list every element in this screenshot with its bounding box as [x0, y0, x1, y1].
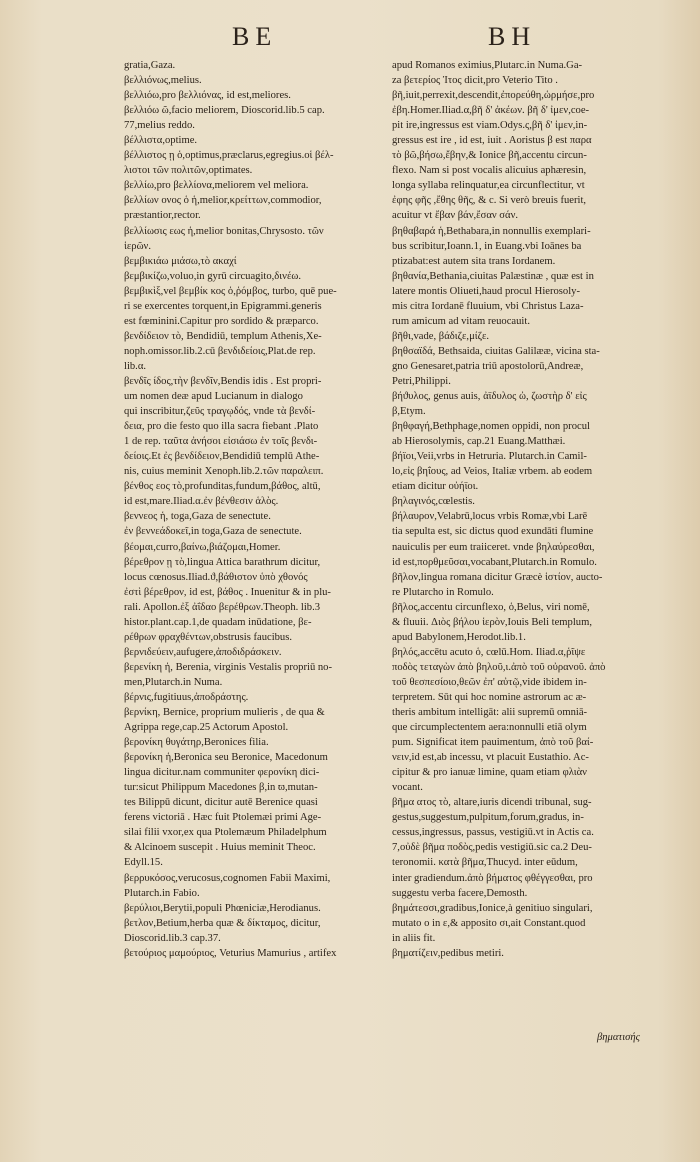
text-line: etiam dicitur οὐήϊοι.	[392, 481, 479, 493]
text-line: Plutarch.in Fabio.	[124, 887, 200, 899]
text-line: 1 de rep. ταῦτα ἀνήσοι εἰσιάσω ἐν τοῖς βενδι-	[124, 436, 318, 448]
text-line: rali. Apollon.ἐξ ἀΐδαο βερέθρων.Theoph. lib.3	[124, 601, 321, 613]
text-line: ἐστὶ βέρεθρον, id est, βάθος . Inuenitur & in plu-	[124, 586, 331, 598]
text-line: βέρνις,fugitiuus,ἀποδράστης.	[124, 691, 249, 703]
text-line: βελλίωσις εως ἡ,melior bonitas,Chrysosto. τῶν	[124, 225, 324, 237]
text-line: βηθανία,Bethania,ciuitas Palæstinæ , quæ est in	[392, 270, 594, 282]
text-line: βηθαβαρά ἡ,Bethabara,in nonnullis exemplari-	[392, 225, 591, 237]
text-line: nauiculis per eum traiiceret. vnde βηλαύρεσθαι,	[392, 541, 595, 553]
text-line: βελλίων ονος ὁ ἡ,melior,κρείττων,commodior,	[124, 195, 322, 207]
text-line: βερρυκόσος,verucosus,cognomen Fabii Maximi,	[124, 872, 331, 884]
text-line: βετούριος μαμούριος, Veturius Mamurius , artifex	[124, 947, 337, 959]
text-line: βερονίκη ἡ,Beronica seu Beronice, Macedonum	[124, 752, 328, 764]
text-line: mutato o in ε,& apposito σι,ait Constant.quod	[392, 917, 586, 929]
text-line: silai filii vxor,ex qua Ptolemæum Philadelphum	[124, 827, 327, 839]
text-line: Petri,Philippi.	[392, 375, 451, 387]
text-line: inter gradiendum.ἀπὸ βήματος φθέγγεσθαι, pro	[392, 872, 593, 884]
text-line: ptizabat:est autem sita trans Iordanem.	[392, 255, 556, 267]
text-line: flexo. Nam si post vocalis alicuius aphæresin,	[392, 165, 587, 177]
text-line: βηλαγινός,cœlestis.	[392, 496, 475, 508]
text-line: que circumplectentem aera:nonnulli etiā olym	[392, 722, 587, 734]
text-line: βέλλιστος ῃ ὁ,optimus,præclarus,egregius.οἱ βέλ-	[124, 150, 334, 162]
text-line: acuitur vt ἔβαν βάν,ἔσαν σάν.	[392, 210, 519, 222]
text-line: 77,melius reddo.	[124, 120, 195, 132]
header-left-letters: BE	[232, 22, 278, 51]
text-line: βῆμα ατος τὸ, altare,iuris dicendi tribunal, sug-	[392, 797, 592, 809]
text-line: lo,εἰς βηΐους, ad Veios, Italiæ vrbem. ab eodem	[392, 466, 593, 478]
text-line: in aliis fit.	[392, 932, 436, 944]
text-line: re Plutarcho in Romulo.	[392, 586, 494, 598]
text-line: ἱερῶν.	[124, 240, 151, 252]
text-line: βήλαυρον,Velabrū,locus vrbis Romæ,vbi Larē	[392, 511, 588, 523]
text-line: βεμβικὶξ,vel βεμβίκ κος ὁ,ῥόμβος, turbo, quē pue-	[124, 285, 337, 297]
text-line: βενδίδειον τὸ, Bendidiū, templum Athenis,Xe-	[124, 330, 322, 342]
text-line: βερνίκη, Bernice, proprium mulieris , de qua &	[124, 707, 325, 719]
text-line: gno Genesaret,patria triū apostolorū,Andreæ,	[392, 360, 584, 372]
text-line: & fluuii. Διὸς βήλου ἱερὸν,Iouis Beli templum,	[392, 616, 592, 628]
text-line: βένθος εος τὸ,profunditas,fundum,βάθος, altū,	[124, 481, 321, 493]
text-line: βήϊοι,Veii,vrbs in Hetruria. Plutarch.in Camil-	[392, 451, 587, 463]
text-line: bus scribitur,Ioann.1, in Euang.vbi Ioānes ba	[392, 240, 582, 252]
text-line: ferens victoriā . Hæc fuit Ptolemæi primi Age-	[124, 812, 322, 824]
text-line: pum. Significat item pauimentum, ἀπὸ τοῦ βαί-	[392, 737, 594, 749]
text-line: mis citra Iordanē fluuium, vbi Christus Laza-	[392, 300, 584, 312]
text-line: δείοις.Et ἐς βενδίδειον,Bendidiū templū Athe-	[124, 451, 320, 463]
text-line: βενδῖς ίδος,τὴν βενδῖν,Bendis idis . Est propri-	[124, 375, 322, 387]
text-line: βημάτεσσι,gradibus,Ionice,à genitiuo singulari,	[392, 902, 593, 914]
text-line: tes Bilippū dicunt, dicitur autē Berenice quasi	[124, 797, 318, 809]
header-right-letters: BH	[488, 22, 537, 51]
text-line: theris ambitum intelligāt: alii supremū omniā-	[392, 707, 588, 719]
running-header	[0, 22, 700, 58]
text-line: βηματίζειν,pedibus metiri.	[392, 947, 504, 959]
text-line: βῆλος,accentu circunflexo, ὁ,Belus, viri nomē,	[392, 601, 590, 613]
text-line: za βετερίος Ἰτος dicit,pro Veterio Tito .	[392, 75, 558, 87]
text-line: teronomii. κατὰ βῆμα,Thucyd. inter eūdum,	[392, 857, 578, 869]
text-line: βερύλιοι,Berytii,populi Phœniciæ,Herodianus.	[124, 902, 321, 914]
text-line: βετλον,Betium,herba quæ & δίκταμος, dicitur,	[124, 917, 321, 929]
text-line: terpretem. Sūt qui hoc nomine astrorum ac æ-	[392, 691, 587, 703]
text-line: & Alcinoem suscepit . Huius meminit Theoc.	[124, 842, 316, 854]
text-line: qui inscribitur,ζεῦς τραγῳδός, vnde τὰ βενδί-	[124, 406, 316, 418]
text-line: noph.omissor.lib.2.cū βενδιδείοις,Plat.de rep.	[124, 345, 316, 357]
text-line: βῆλον,lingua romana dicitur Græcè ἱστίον, aucto-	[392, 571, 603, 583]
text-line: tur:sicut Philippum Macedones β,in ϖ,mutan-	[124, 782, 318, 794]
text-line: gratia,Gaza.	[124, 60, 176, 71]
text-line: βελλίω,pro βελλίονα,meliorem vel meliora.	[124, 180, 309, 192]
text-line: ἐν βεννεάδοκεῖ,in toga,Gaza de senectute.	[124, 526, 302, 538]
text-line: ab Hierosolymis, cap.21 Euang.Matthæi.	[392, 436, 566, 448]
text-line: ri se exercentes torquent,in Epigrammi.generis	[124, 300, 322, 312]
text-line: lingua dicitur.nam communiter φερονίκη dici-	[124, 767, 320, 779]
text-line: βερονίκη θυγάτηρ,Beronices filia.	[124, 737, 269, 749]
text-line: βέλλιστα,optime.	[124, 135, 198, 147]
text-line: βηθφαγή,Bethphage,nomen oppidi, non procul	[392, 421, 590, 433]
right-column	[392, 58, 654, 961]
text-line: locus cœnosus.Iliad.ϑ,βάθιστον ὑπὸ χθονός	[124, 571, 308, 583]
text-line: cessus,ingressus, passus, vestigiū.vt in Actis ca.	[392, 827, 594, 839]
text-line: λιστοι τῶν πολιτῶν,optimates.	[124, 165, 253, 177]
text-line: βηλός,accētu acuto ὁ, cœlū.Hom. Iliad.α,ῥῖψε	[392, 646, 586, 658]
text-line: βελλιόω ῶ,facio meliorem, Dioscorid.lib.5 cap.	[124, 105, 325, 117]
left-column	[124, 58, 386, 961]
text-line: rum amicum ad vitam reuocauit.	[392, 315, 530, 327]
text-line: gestus,suggestum,pulpitum,forum,gradus, in-	[392, 812, 584, 824]
text-line: βεμβικιάω μιάσω,τὸ ακαχί	[124, 255, 237, 267]
text-line: um nomen deæ apud Lucianum in dialogo	[124, 391, 303, 403]
text-line: βεννεος ἡ, toga,Gaza de senectute.	[124, 511, 271, 523]
text-line: βῆθι,vade, βάδιζε,μίζε.	[392, 330, 490, 342]
text-line: gressus est ire , id est, iuit . Aoristus β est παρα	[392, 135, 592, 147]
text-line: βήϑυλος, genus auis, ἀϊδυλος ὠ, ζωστὴρ δ' εἰς	[392, 391, 587, 403]
text-line: pit ire,ingressus est viam.Odys.ς,βῆ δ' ἰμεν,in-	[392, 120, 588, 132]
text-line: suggestu verba facere,Demosth.	[392, 887, 528, 899]
text-line: βελλιόνως,melius.	[124, 75, 202, 87]
text-line: βηθσαϊδά, Bethsaida, ciuitas Galilææ, vicina sta-	[392, 345, 600, 357]
text-line: vocant.	[392, 782, 423, 794]
text-line: id est,πορθμεῦσαι,vocabant,Plutarch.in Romulo.	[392, 556, 597, 568]
catchword: βηματισής	[597, 1032, 640, 1043]
text-line: est fœminini.Capitur pro sordido & præparco.	[124, 315, 319, 327]
text-line: cipitur & pro ianuæ limine, quam etiam φλιὰν	[392, 767, 587, 779]
text-line: βελλιόω,pro βελλιόνας, id est,meliores.	[124, 90, 291, 102]
text-line: ποδὸς τεταγὼν ἀπὸ βηλοῦ,ι.ἀπὸ τοῦ οὐρανοῦ. ἀπὸ	[392, 661, 606, 673]
text-line: βέρεθρον ῃ τὸ,lingua Attica barathrum dicitur,	[124, 556, 321, 568]
text-line: præstantior,rector.	[124, 210, 201, 222]
text-line: Edyll.15.	[124, 857, 163, 869]
text-line: βέομαι,curro,βαίνω,βιάζομαι,Homer.	[124, 541, 281, 553]
text-line: ἐβη.Homer.Iliad.α,βῆ δ' ἀκέων. βῆ δ' ἰμεν,coe-	[392, 105, 590, 117]
text-line: Agrippa rege,cap.25 Actorum Apostol.	[124, 722, 289, 734]
text-line: ρέθρων φραχθέντων,obstrusis faucibus.	[124, 631, 292, 643]
text-line: β,Etym.	[392, 406, 426, 418]
text-line: βεμβικίζω,voluo,in gyrū circuagito,δινέω.	[124, 270, 302, 282]
text-line: histor.plant.cap.1,de quadam inūdatione, βε-	[124, 616, 312, 628]
text-line: 7,οὐδὲ βῆμα ποδὸς,pedis vestigiū.sic ca.2 Deu-	[392, 842, 592, 854]
text-line: tia sepulta est, sic dictus quod exundāti flumine	[392, 526, 594, 538]
text-line: βερνιδεύειν,aufugere,ἀποδιδράσκειν.	[124, 646, 282, 658]
text-line: τοῦ θεσπεσίοιο,θεῶν ἐπ' αὐτῷ,vide ibidem in-	[392, 676, 587, 688]
text-line: apud Romanos eximius,Plutarc.in Numa.Ga-	[392, 60, 583, 71]
text-line: δεια, pro die festo quo illa sacra fiebant .Plato	[124, 421, 319, 433]
text-line: apud Babylonem,Herodot.lib.1.	[392, 631, 526, 643]
text-line: Dioscorid.lib.3 cap.37.	[124, 932, 221, 944]
text-line: βερενίκη ἡ, Berenia, virginis Vestalis propriū no-	[124, 661, 333, 673]
text-line: ἐφης φῆς ,ἔθης θῆς, & c. Si verò breuis fuerit,	[392, 195, 587, 207]
text-line: men,Plutarch.in Numa.	[124, 676, 223, 688]
text-line: longa syllaba relinquatur,ea circunflectitur, vt	[392, 180, 585, 192]
text-line: νειν,id est,ab incessu, vt placuit Eustathio. Ac-	[392, 752, 589, 764]
text-line: lib.α.	[124, 360, 147, 372]
text-line: latere montis Oliueti,haud procul Hierosoly-	[392, 285, 580, 297]
text-line: id est,mare.Iliad.α.ἐν βένθεσιν ἁλὸς.	[124, 496, 279, 508]
text-line: βῆ,iuit,perrexit,descendit,ἐπορεύθη,ὡρμήσε,pro	[392, 90, 595, 102]
text-line: nis, cuius meminit Xenoph.lib.2.τῶν παραλειπ.	[124, 466, 324, 478]
text-line: τὸ βῶ,βήσω,ἔβην,& Ionice βῆ,accentu circun-	[392, 150, 587, 162]
